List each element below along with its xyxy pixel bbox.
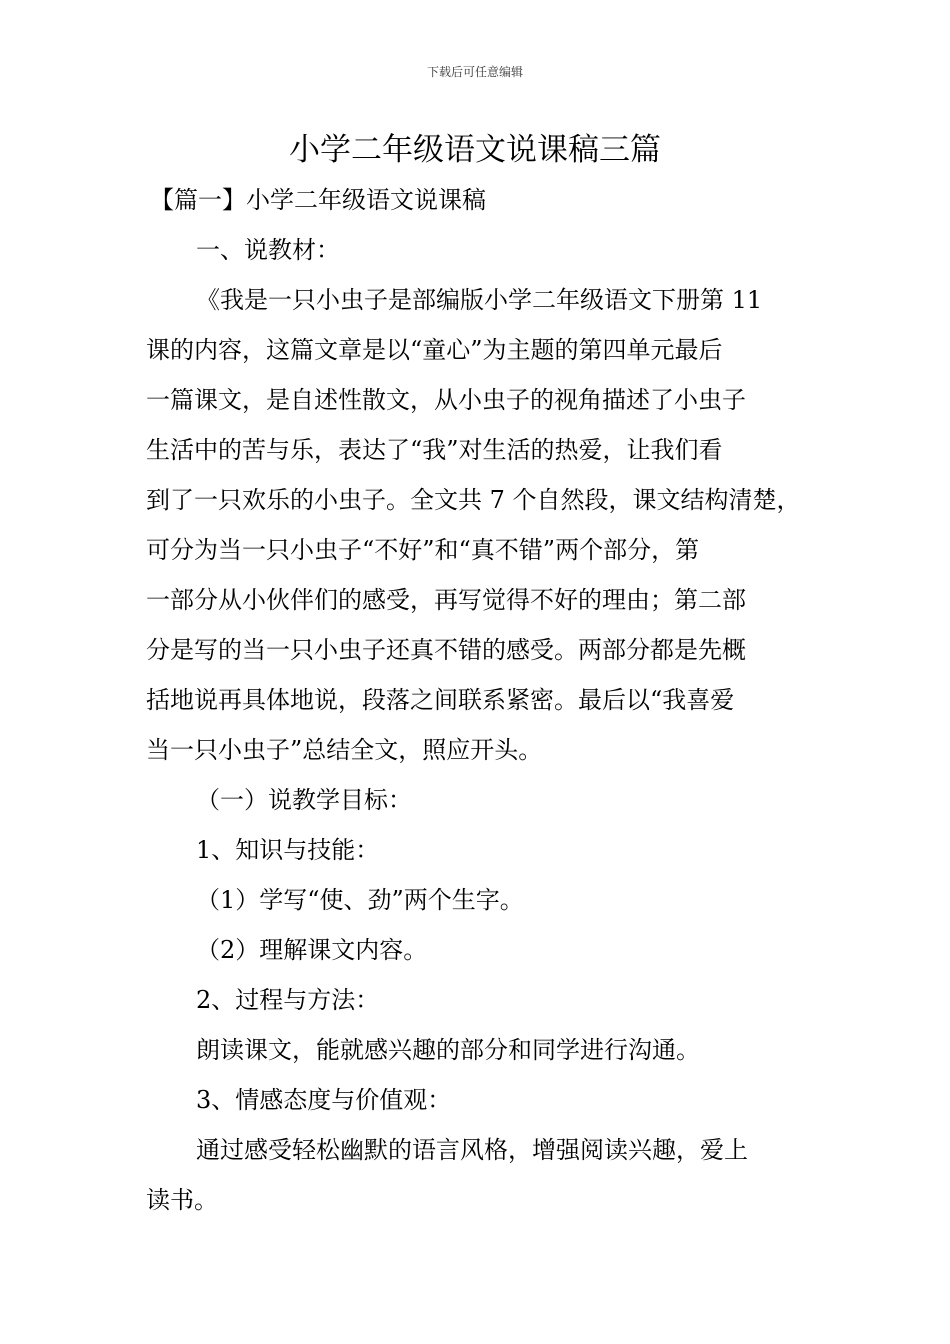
paragraph-line: 课的内容，这篇文章是以“童心”为主题的第四单元最后 (146, 336, 723, 364)
section-heading: 【篇一】小学二年级语文说课稿 (150, 186, 486, 214)
paragraph-line: 3、情感态度与价值观： (196, 1086, 452, 1114)
paragraph-line: 到了一只欢乐的小虫子。全文共 7 个自然段，课文结构清楚， (146, 486, 801, 514)
paragraph-line: 读书。 (146, 1186, 218, 1214)
paragraph-line: 2、过程与方法： (196, 986, 380, 1014)
paragraph-line: 朗读课文，能就感兴趣的部分和同学进行沟通。 (196, 1036, 700, 1064)
paragraph-line: 生活中的苦与乐，表达了“我”对生活的热爱，让我们看 (146, 436, 723, 464)
paragraph-line: 一、说教材： (196, 236, 340, 264)
paragraph-line: 一部分从小伙伴们的感受，再写觉得不好的理由；第二部 (146, 586, 746, 614)
paragraph-line: 可分为当一只小虫子“不好”和“真不错”两个部分，第 (146, 536, 700, 564)
paragraph-line: 一篇课文，是自述性散文，从小虫子的视角描述了小虫子 (146, 386, 746, 414)
paragraph-line: 《我是一只小虫子是部编版小学二年级语文下册第 11 (196, 286, 763, 314)
paragraph-line: 括地说再具体地说，段落之间联系紧密。最后以“我喜爱 (146, 686, 735, 714)
paragraph-line: 分是写的当一只小虫子还真不错的感受。两部分都是先概 (146, 636, 746, 664)
paragraph-line: （一）说教学目标： (196, 786, 412, 814)
paragraph-line: 当一只小虫子”总结全文，照应开头。 (146, 736, 543, 764)
paragraph-line: 1、知识与技能： (196, 836, 380, 864)
page-header-note: 下载后可任意编辑 (426, 65, 523, 79)
paragraph-line: （2）理解课文内容。 (196, 936, 428, 964)
paragraph-line: （1）学写“使、劲”两个生字。 (196, 886, 524, 914)
paragraph-line: 通过感受轻松幽默的语言风格，增强阅读兴趣，爱上 (196, 1136, 748, 1164)
document-title: 小学二年级语文说课稿三篇 (289, 132, 661, 168)
